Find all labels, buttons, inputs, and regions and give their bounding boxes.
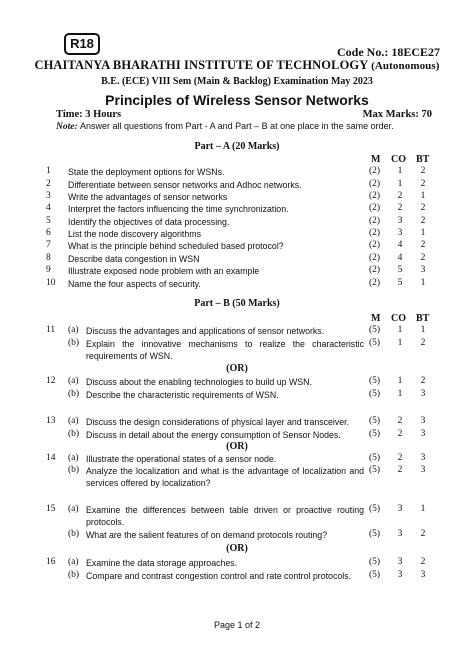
question-marks: (5) [369, 416, 381, 426]
question-bt: 1 [420, 228, 426, 238]
question-number: 2 [46, 179, 51, 189]
question-number: 6 [46, 228, 51, 238]
question-bt: 2 [420, 253, 426, 263]
question-marks: (5) [369, 570, 381, 580]
question-part: (b) [68, 465, 80, 475]
regulation-badge: R18 [64, 33, 100, 55]
question-co: 1 [397, 389, 403, 399]
question-number: 11 [46, 325, 56, 335]
question-marks: (5) [369, 465, 381, 475]
question-marks: (2) [369, 166, 381, 176]
question-text [86, 453, 364, 465]
part-b-title: Part – B (50 Marks) [194, 298, 280, 309]
question-text-line: Describe the characteristic requirements of WSN. [86, 390, 279, 400]
question-text-line: Analyze the localization and what is the advantage of localization and [86, 466, 364, 476]
institute-name [0, 58, 474, 73]
question-bt: 2 [420, 166, 426, 176]
question-number: 5 [46, 216, 51, 226]
question-text-line: services offered by localization? [86, 478, 211, 488]
question-text-line: Discuss about the enabling technologies to build up WSN. [86, 377, 312, 387]
question-text-line: Examine the differences between table driven or proactive routing [86, 505, 364, 515]
question-text: Interpret the factors influencing the time synchronization. [68, 204, 289, 214]
question-marks: (2) [369, 265, 381, 275]
question-bt: 3 [420, 416, 426, 426]
question-marks: (5) [369, 325, 381, 335]
question-marks: (5) [369, 504, 381, 514]
question-bt: 2 [420, 338, 426, 348]
question-bt: 2 [420, 557, 426, 567]
question-co: 2 [397, 465, 403, 475]
question-text: State the deployment options for WSNs. [68, 167, 225, 177]
question-bt: 3 [420, 453, 426, 463]
question-number: 10 [46, 278, 56, 288]
autonomous-label: (Autonomous) [371, 60, 440, 72]
question-co: 4 [397, 240, 403, 250]
question-number: 12 [46, 376, 56, 386]
question-marks: (2) [369, 228, 381, 238]
question-co: 1 [397, 166, 403, 176]
question-co: 1 [397, 376, 403, 386]
question-text [86, 429, 364, 441]
question-marks: (2) [369, 203, 381, 213]
question-text [86, 570, 364, 582]
question-co: 2 [397, 191, 403, 201]
question-marks: (5) [369, 453, 381, 463]
question-text: List the node discovery algorithms [68, 229, 201, 239]
or-separator: (OR) [226, 441, 248, 452]
question-text: Name the four aspects of security. [68, 279, 201, 289]
question-co: 2 [397, 429, 403, 439]
question-part: (b) [68, 570, 80, 580]
col-co: CO [391, 154, 406, 165]
or-separator: (OR) [226, 543, 248, 554]
question-marks: (2) [369, 278, 381, 288]
question-co: 3 [397, 228, 403, 238]
question-number: 14 [46, 453, 56, 463]
question-part: (b) [68, 429, 80, 439]
question-co: 1 [397, 179, 403, 189]
question-bt: 2 [420, 529, 426, 539]
time-label: Time: 3 Hours [56, 109, 122, 120]
question-co: 2 [397, 203, 403, 213]
col-co: CO [391, 313, 406, 324]
question-co: 1 [397, 338, 403, 348]
page-number: Page 1 of 2 [213, 620, 261, 630]
question-part: (b) [68, 338, 80, 348]
question-part: (b) [68, 529, 80, 539]
question-marks: (2) [369, 216, 381, 226]
question-number: 15 [46, 504, 56, 514]
question-marks: (5) [369, 529, 381, 539]
exam-title: B.E. (ECE) VIII Sem (Main & Backlog) Examination May 2023 [101, 76, 373, 87]
question-text [86, 376, 364, 388]
question-text-line: Illustrate the operational states of a sensor node. [86, 454, 277, 464]
question-bt: 3 [420, 465, 426, 475]
question-bt: 3 [420, 265, 426, 275]
question-number: 9 [46, 265, 51, 275]
question-text-line: Examine the data storage approaches. [86, 558, 238, 568]
question-co: 1 [397, 325, 403, 335]
question-co: 4 [397, 253, 403, 263]
question-text: Describe data congestion in WSN [68, 254, 200, 264]
question-text-line: Discuss the design considerations of physical layer and transceiver. [86, 417, 350, 427]
question-text [86, 557, 364, 569]
question-text [86, 389, 364, 401]
question-text [86, 504, 364, 528]
question-bt: 1 [420, 278, 426, 288]
question-bt: 2 [420, 203, 426, 213]
question-marks: (2) [369, 253, 381, 263]
question-marks: (5) [369, 389, 381, 399]
question-text-line: Discuss in detail about the energy consumption of Sensor Nodes. [86, 430, 341, 440]
question-part: (a) [68, 376, 79, 386]
question-number: 4 [46, 203, 51, 213]
question-co: 5 [397, 278, 403, 288]
question-number: 1 [46, 166, 51, 176]
question-co: 2 [397, 453, 403, 463]
question-text-line: protocols. [86, 517, 125, 527]
note-label: Note: [56, 122, 78, 132]
question-text [86, 325, 364, 337]
question-number: 16 [46, 557, 56, 567]
question-bt: 1 [420, 191, 426, 201]
course-code: Code No.: 18ECE27 [336, 45, 440, 59]
col-bt: BT [416, 154, 430, 165]
question-text: What is the principle behind scheduled based protocol? [68, 241, 284, 251]
question-text: Illustrate exposed node problem with an example [68, 266, 260, 276]
question-text: Write the advantages of sensor networks [68, 192, 228, 202]
question-marks: (2) [369, 191, 381, 201]
question-number: 3 [46, 191, 51, 201]
part-a-title: Part – A (20 Marks) [194, 141, 280, 152]
question-text: Identify the objectives of data processing. [68, 217, 230, 227]
question-part: (a) [68, 325, 79, 335]
question-bt: 2 [420, 216, 426, 226]
question-co: 3 [397, 504, 403, 514]
question-text [86, 465, 364, 489]
note-text: Answer all questions from Part - A and Part – B at one place in the same order. [80, 121, 394, 131]
question-text-line: Discuss the advantages and applications of sensor networks. [86, 326, 325, 336]
question-text-line: Compare and contrast congestion control and rate control protocols. [86, 571, 352, 581]
question-part: (b) [68, 389, 80, 399]
question-bt: 1 [420, 325, 426, 335]
max-marks-label: Max Marks: 70 [362, 109, 432, 120]
col-marks: M [371, 313, 381, 324]
question-number: 13 [46, 416, 56, 426]
question-marks: (2) [369, 240, 381, 250]
question-bt: 1 [420, 504, 426, 514]
col-bt: BT [416, 313, 430, 324]
question-co: 3 [397, 529, 403, 539]
question-co: 3 [397, 570, 403, 580]
note [56, 121, 394, 132]
question-marks: (5) [369, 376, 381, 386]
col-marks: M [371, 154, 381, 165]
question-co: 2 [397, 416, 403, 426]
question-co: 3 [397, 216, 403, 226]
question-number: 7 [46, 240, 51, 250]
question-marks: (5) [369, 429, 381, 439]
or-separator: (OR) [226, 363, 248, 374]
question-text-line: Explain the innovative mechanisms to realize the characteristic [86, 339, 364, 349]
question-part: (a) [68, 416, 79, 426]
question-bt: 3 [420, 389, 426, 399]
question-text [86, 529, 364, 541]
question-number: 8 [46, 253, 51, 263]
question-text-line: What are the salient features of on demand protocols routing? [86, 530, 328, 540]
question-marks: (2) [369, 179, 381, 189]
question-bt: 2 [420, 179, 426, 189]
question-text [86, 338, 364, 362]
institute-title: CHAITANYA BHARATHI INSTITUTE OF TECHNOLOGY [34, 58, 368, 72]
question-marks: (5) [369, 557, 381, 567]
question-text [86, 416, 364, 428]
question-marks: (5) [369, 338, 381, 348]
question-bt: 3 [420, 570, 426, 580]
question-co: 3 [397, 557, 403, 567]
question-bt: 2 [420, 376, 426, 386]
question-text: Differentiate between sensor networks and Adhoc networks. [68, 180, 302, 190]
question-part: (a) [68, 504, 79, 514]
question-co: 5 [397, 265, 403, 275]
question-part: (a) [68, 453, 79, 463]
question-bt: 2 [420, 240, 426, 250]
subject-title: Principles of Wireless Sensor Networks [105, 92, 369, 108]
question-text-line: requirements of WSN. [86, 351, 173, 361]
question-bt: 3 [420, 429, 426, 439]
question-part: (a) [68, 557, 79, 567]
